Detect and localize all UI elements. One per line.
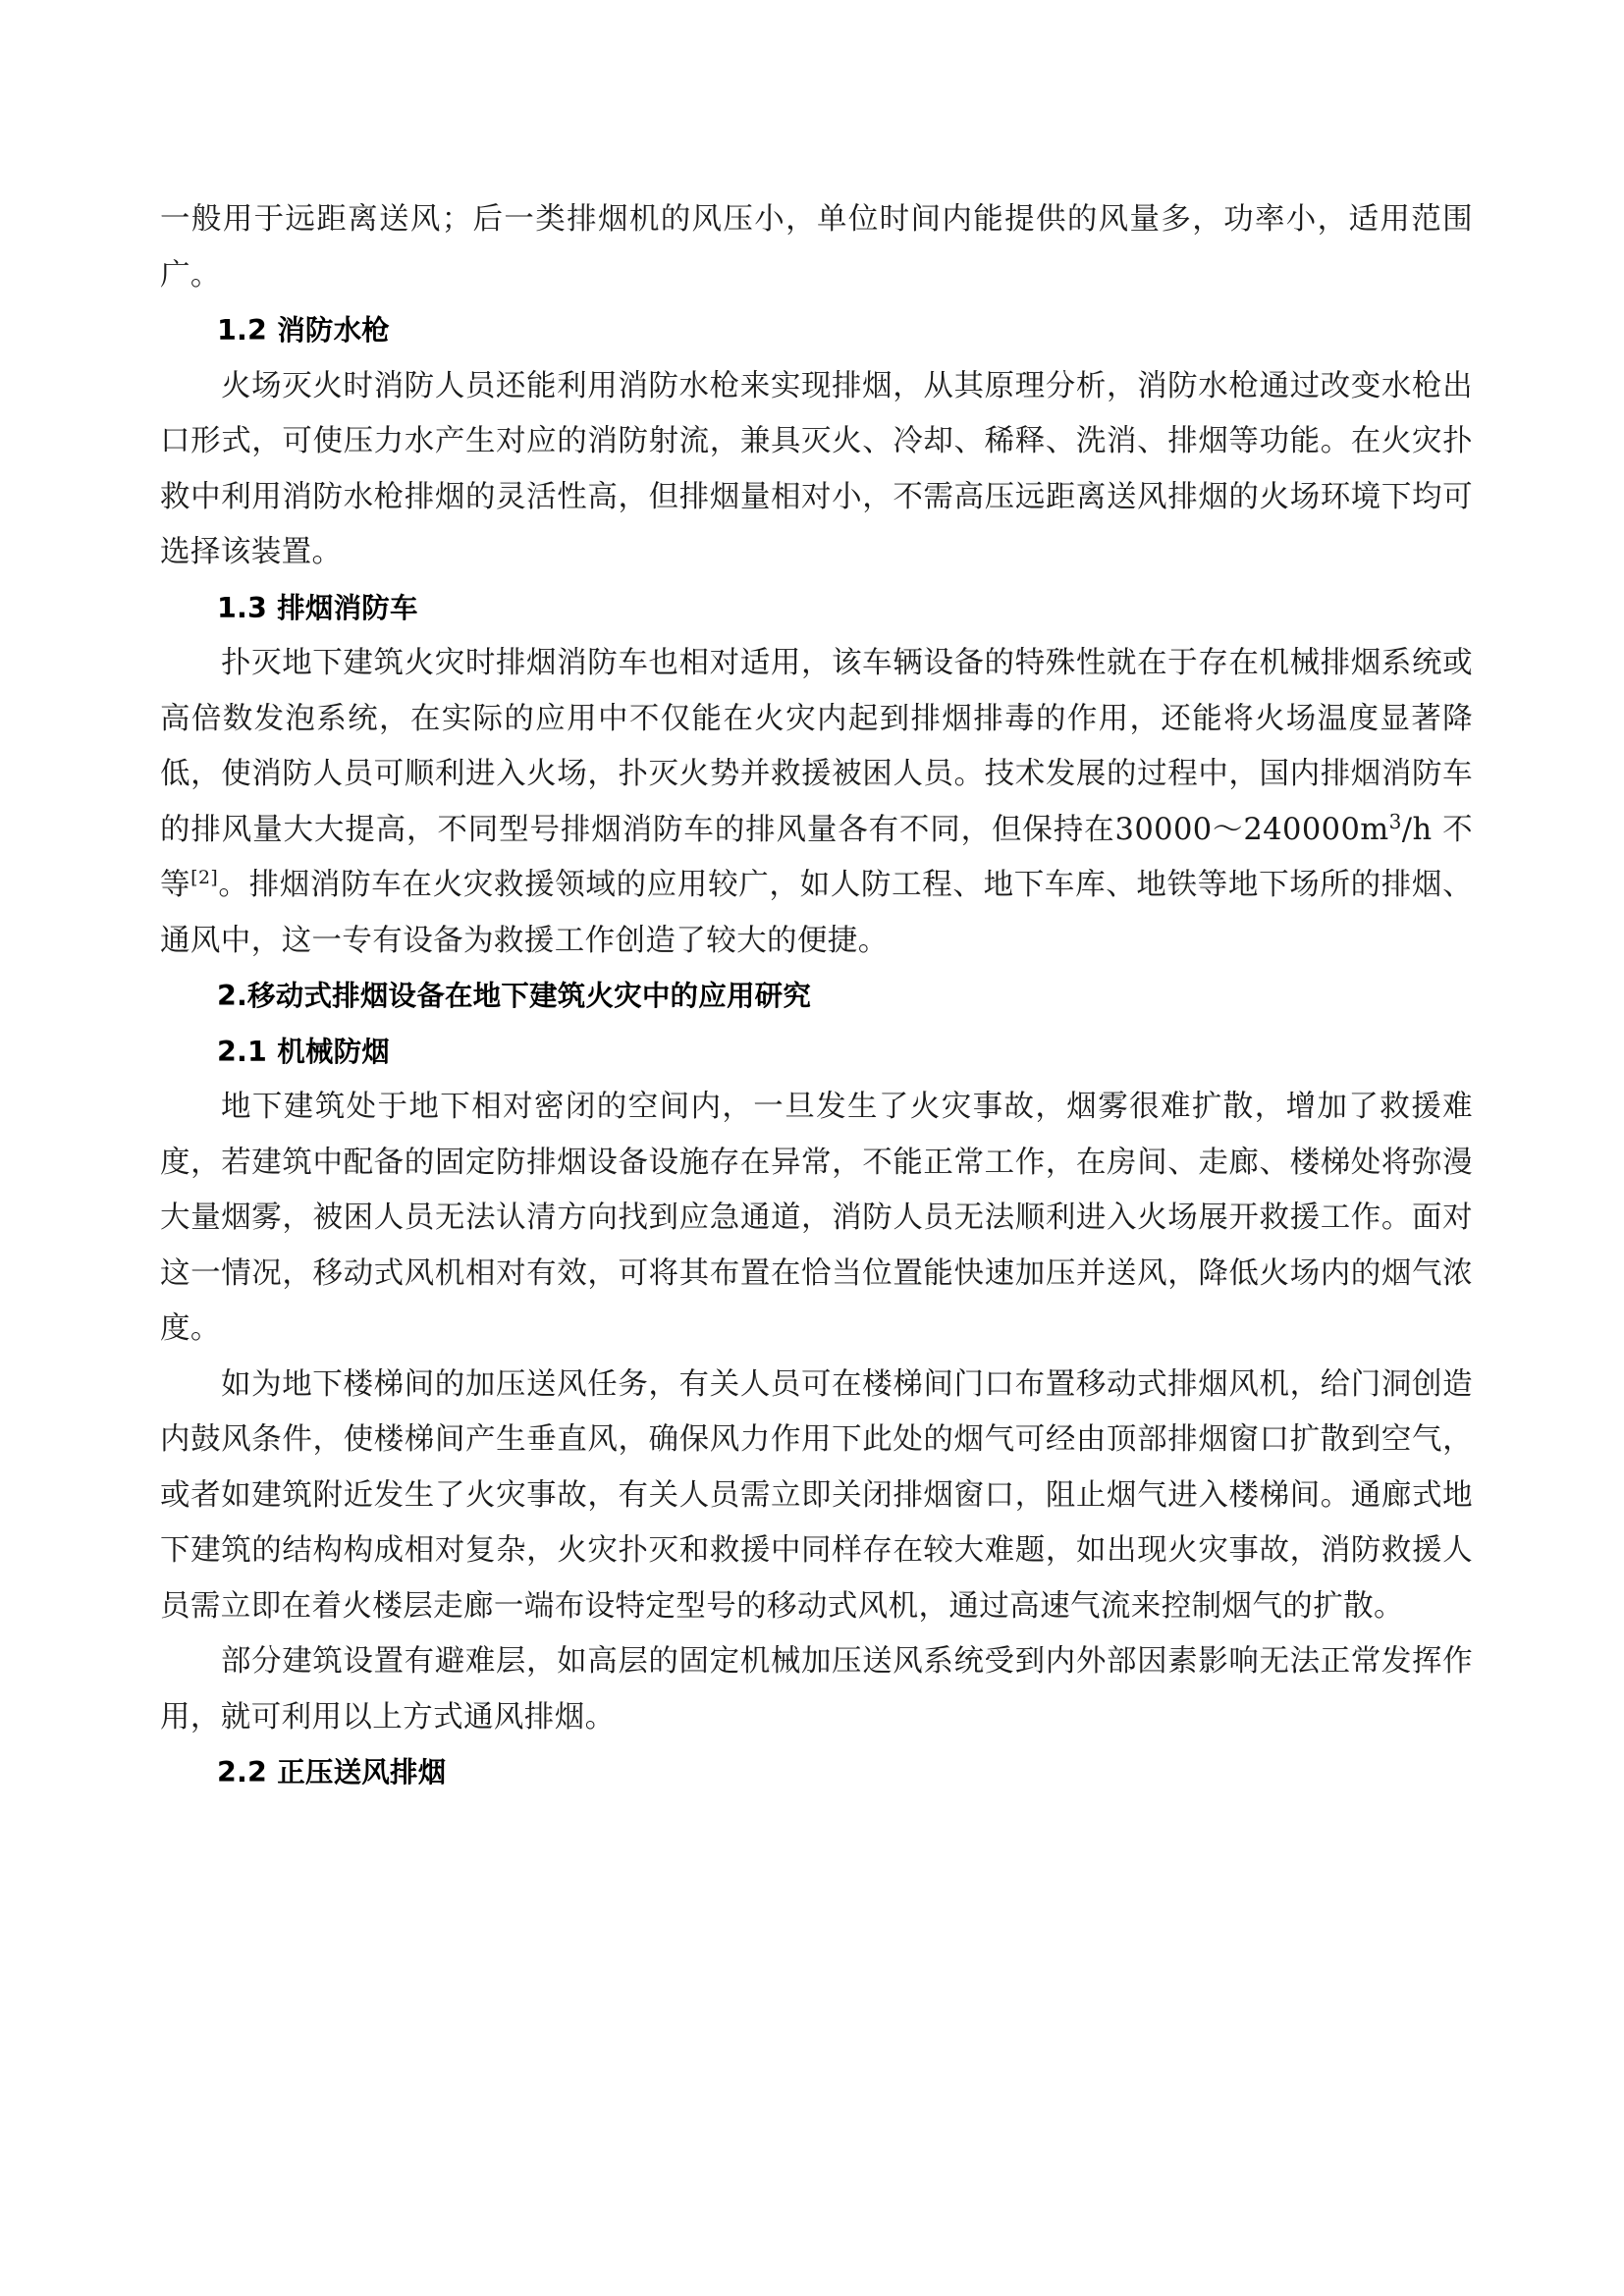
- airflow-unit-tail: /h: [1401, 812, 1433, 847]
- heading-2-1: 2.1 机械防烟: [217, 1035, 391, 1068]
- paragraph-1-3-text-after: 。排烟消防车在火灾救援领域的应用较广，如人防工程、地下车库、地铁等地下场所的排烟、通风中，这一专有设备为救援工作创造了较大的便捷。: [160, 868, 1473, 958]
- paragraph-1-2-body: 火场灭火时消防人员还能利用消防水枪来实现排烟，从其原理分析，消防水枪通过改变水枪出口形式，可使压力水产生对应的消防射流，兼具灭火、冷却、稀释、洗消、排烟等功能。在火灾扑救中利用消防水枪排烟的灵活性高，但排烟量相对小，不需高压远距离送风排烟的火场环境下均可选择该装置。: [160, 368, 1473, 569]
- paragraph-1-3-text-before: 扑灭地下建筑火灾时排烟消防车也相对适用，该车辆设备的特殊性就在于存在机械排烟系统或高倍数发泡系统，在实际的应用中不仅能在火灾内起到排烟排毒的作用，还能将火场温度显著降低，使消防人员可顺利进入火场，扑灭火势并救援被困人员。技术发展的过程中，国内排烟消防车的排风量大大提高，不同型号排烟消防车的排风量各有不同，但保持在: [160, 646, 1473, 847]
- heading-2: 2.移动式排烟设备在地下建筑火灾中的应用研究: [217, 980, 812, 1012]
- heading-1-3: 1.3 排烟消防车: [217, 591, 418, 624]
- citation-marker-2: [2]: [190, 866, 219, 888]
- paragraph-fan-continued: 一般用于远距离送风；后一类排烟机的风压小，单位时间内能提供的风量多，功率小，适用范围广。: [160, 202, 1473, 293]
- page-text-column: [160, 192, 1473, 1801]
- heading-2-2: 2.2 正压送风排烟: [217, 1756, 447, 1789]
- paragraph-2-1-body-2: 如为地下楼梯间的加压送风任务，有关人员可在楼梯间门口布置移动式排烟风机，给门洞创造内鼓风条件，使楼梯间产生垂直风，确保风力作用下此处的烟气可经由顶部排烟窗口扩散到空气，或者如建筑附近发生了火灾事故，有关人员需立即关闭排烟窗口，阻止烟气进入楼梯间。通廊式地下建筑的结构构成相对复杂，火灾扑灭和救援中同样存在较大难题，如出现火灾事故，消防救援人员需立即在着火楼层走廊一端布设特定型号的移动式风机，通过高速气流来控制烟气的扩散。: [160, 1366, 1473, 1624]
- airflow-unit-exponent: 3: [1388, 809, 1402, 833]
- airflow-unit-base: m: [1360, 812, 1389, 847]
- airflow-range-value: 30000～240000: [1114, 812, 1361, 847]
- heading-1-2: 1.2 消防水枪: [217, 314, 391, 347]
- paragraph-1-3-text-mid: 不等: [160, 812, 1473, 902]
- paragraph-1-3-body: [160, 636, 1473, 969]
- paragraph-2-1-body-1: 地下建筑处于地下相对密闭的空间内，一旦发生了火灾事故，烟雾很难扩散，增加了救援难度，若建筑中配备的固定防排烟设备设施存在异常，不能正常工作，在房间、走廊、楼梯处将弥漫大量烟雾，被困人员无法认清方向找到应急通道，消防人员无法顺利进入火场展开救援工作。面对这一情况，移动式风机相对有效，可将其布置在恰当位置能快速加压并送风，降低火场内的烟气浓度。: [160, 1090, 1473, 1346]
- paragraph-2-1-body-3: 部分建筑设置有避难层，如高层的固定机械加压送风系统受到内外部因素影响无法正常发挥作用，就可利用以上方式通风排烟。: [160, 1644, 1473, 1735]
